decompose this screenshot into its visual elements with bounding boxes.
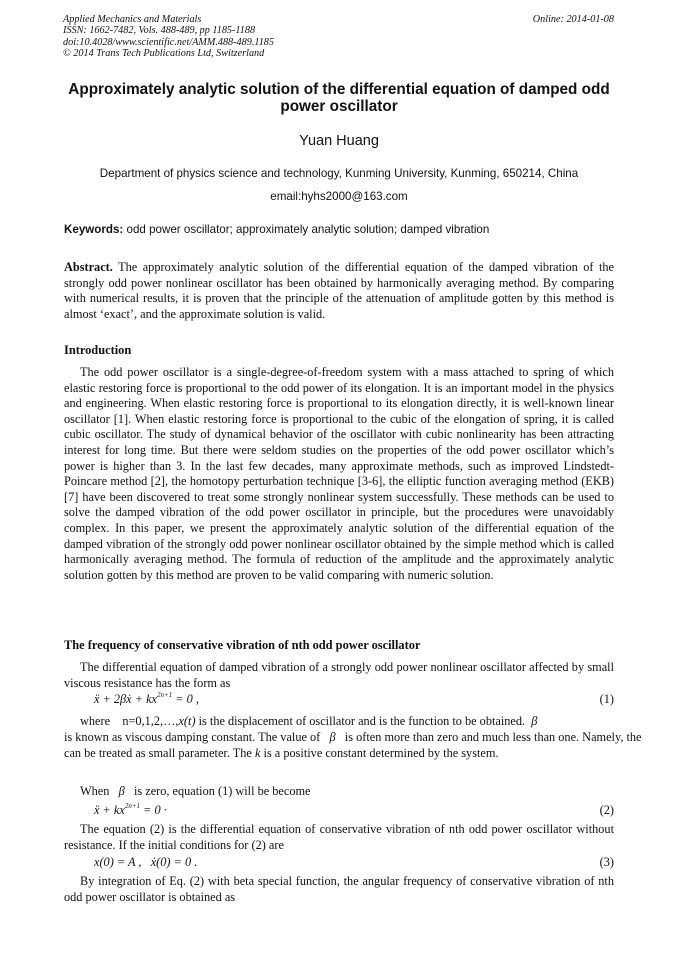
- email: email:hyhs2000@163.com: [270, 190, 408, 203]
- keywords-text: odd power oscillator; approximately analytic solution; damped vibration: [123, 223, 490, 236]
- paragraph-where-line: where n=0,1,2,…,x(t) is the displacement of oscillator and is the function to be obtained. β: [80, 714, 538, 728]
- introduction-paragraph: The odd power oscillator is a single-degree-of-freedom system with a mass attached to spring of which elastic restoring force is proportional to the odd power of its elongation. It is an important model in the physics and engineering. When elastic restoring force is proportional to its elongation directly, it is well-known linear oscillator [1]. When elastic restoring force is proportional to the cubic of the elongation of spring, it is called cubic oscillator. The study of dynamical behavior of the oscillator with cubic nonlinearity has been attracting interest for long time. But there were seldom studies on the properties of the odd power oscillator which’s power is higher than 3. In the last few decades, many approximate methods, such as improved Lindstedt-Poincare method [2], the homotopy perturbation technique [3-6], the elliptic function averaging method (EKB) [7] have been discovered to treat some strongly nonlinear system successfully. These methods can be used to solve the damped vibration of the odd power oscillator in principle, but the procedures were unavoidably complex. In this paper, we present the approximately analytic solution of the differential equation of the damped vibration of the strongly odd power nonlinear oscillator obtained by the simple method which is called harmonically averaging method. The formula of reduction of the amplitude and the approximately analytic solution gotten by this method are proven to be valid comparing with numeric solution.: [64, 365, 614, 582]
- paragraph-beta-line-1: is known as viscous damping constant. The value of β is often more than zero and much less than one. Namely, the: [64, 730, 642, 744]
- journal-name: Applied Mechanics and Materials: [63, 14, 202, 25]
- equation-1-number: (1): [599, 692, 614, 706]
- paper-title: Approximately analytic solution of the differential equation of damped odd power oscillator: [68, 81, 610, 116]
- journal-header: [63, 14, 423, 60]
- copyright-line: © 2014 Trans Tech Publications Ltd, Switzerland: [63, 48, 265, 60]
- paragraph-conservative: The equation (2) is the differential equation of conservative vibration of nth odd power oscillator without resistance. If the initial conditions for (2) are: [64, 822, 614, 852]
- equation-3-number: (3): [599, 855, 614, 869]
- equation-2-formula: ẍ + $kx^{2n+1} = 0$ ·: [94, 802, 167, 817]
- issn-line: ISSN: 1662-7482, Vols. 488-489, pp 1185-1188: [63, 25, 256, 37]
- equation-1-formula: ẍ + 2βẋ + $kx^{2n+1} = 0$ ,: [94, 691, 199, 706]
- section-heading-frequency: The frequency of conservative vibration of nth odd power oscillator: [64, 638, 421, 652]
- abstract-text: The approximately analytic solution of the differential equation of the damped vibration of the strongly odd power nonlinear oscillator has been obtained by harmonically averaging method. By comparing with numerical results, it is proven that the principle of the attenuation of amplitude gotten by this method is almost ‘exact’, and the approximate solution is valid.: [64, 260, 614, 321]
- affiliation: Department of physics science and technology, Kunming University, Kunming, 650214, China: [99, 167, 579, 180]
- equation-2-number: (2): [599, 803, 614, 817]
- equation-3-formula: x(0) = A , ẋ(0) = 0 .: [94, 855, 198, 869]
- keywords-label: Keywords:: [64, 223, 124, 236]
- abstract-label: Abstract.: [64, 260, 113, 274]
- paragraph-angular-frequency: By integration of Eq. (2) with beta special function, the angular frequency of conservative vibration of nth odd power oscillator is obtained as: [64, 874, 614, 904]
- doi-line: doi:10.4028/www.scientific.net/AMM.488-489.1185: [63, 36, 274, 48]
- section-heading-introduction: Introduction: [64, 343, 132, 357]
- abstract: [64, 260, 614, 322]
- equation-2: [64, 803, 614, 819]
- keywords: [64, 223, 619, 236]
- paragraph-damped-equation: The differential equation of damped vibration of a strongly odd power nonlinear oscillator affected by small viscous resistance has the form as: [64, 660, 614, 690]
- beta-symbol: β: [531, 714, 538, 728]
- paragraph-when-beta-zero: When β is zero, equation (1) will be become: [80, 784, 311, 798]
- online-date: Online: 2014-01-08: [532, 14, 614, 25]
- author-name: Yuan Huang: [299, 133, 379, 149]
- equation-3: [64, 855, 614, 871]
- equation-1: [64, 692, 614, 708]
- paragraph-beta-line-2: can be treated as small parameter. The k is a positive constant determined by the system.: [64, 746, 499, 760]
